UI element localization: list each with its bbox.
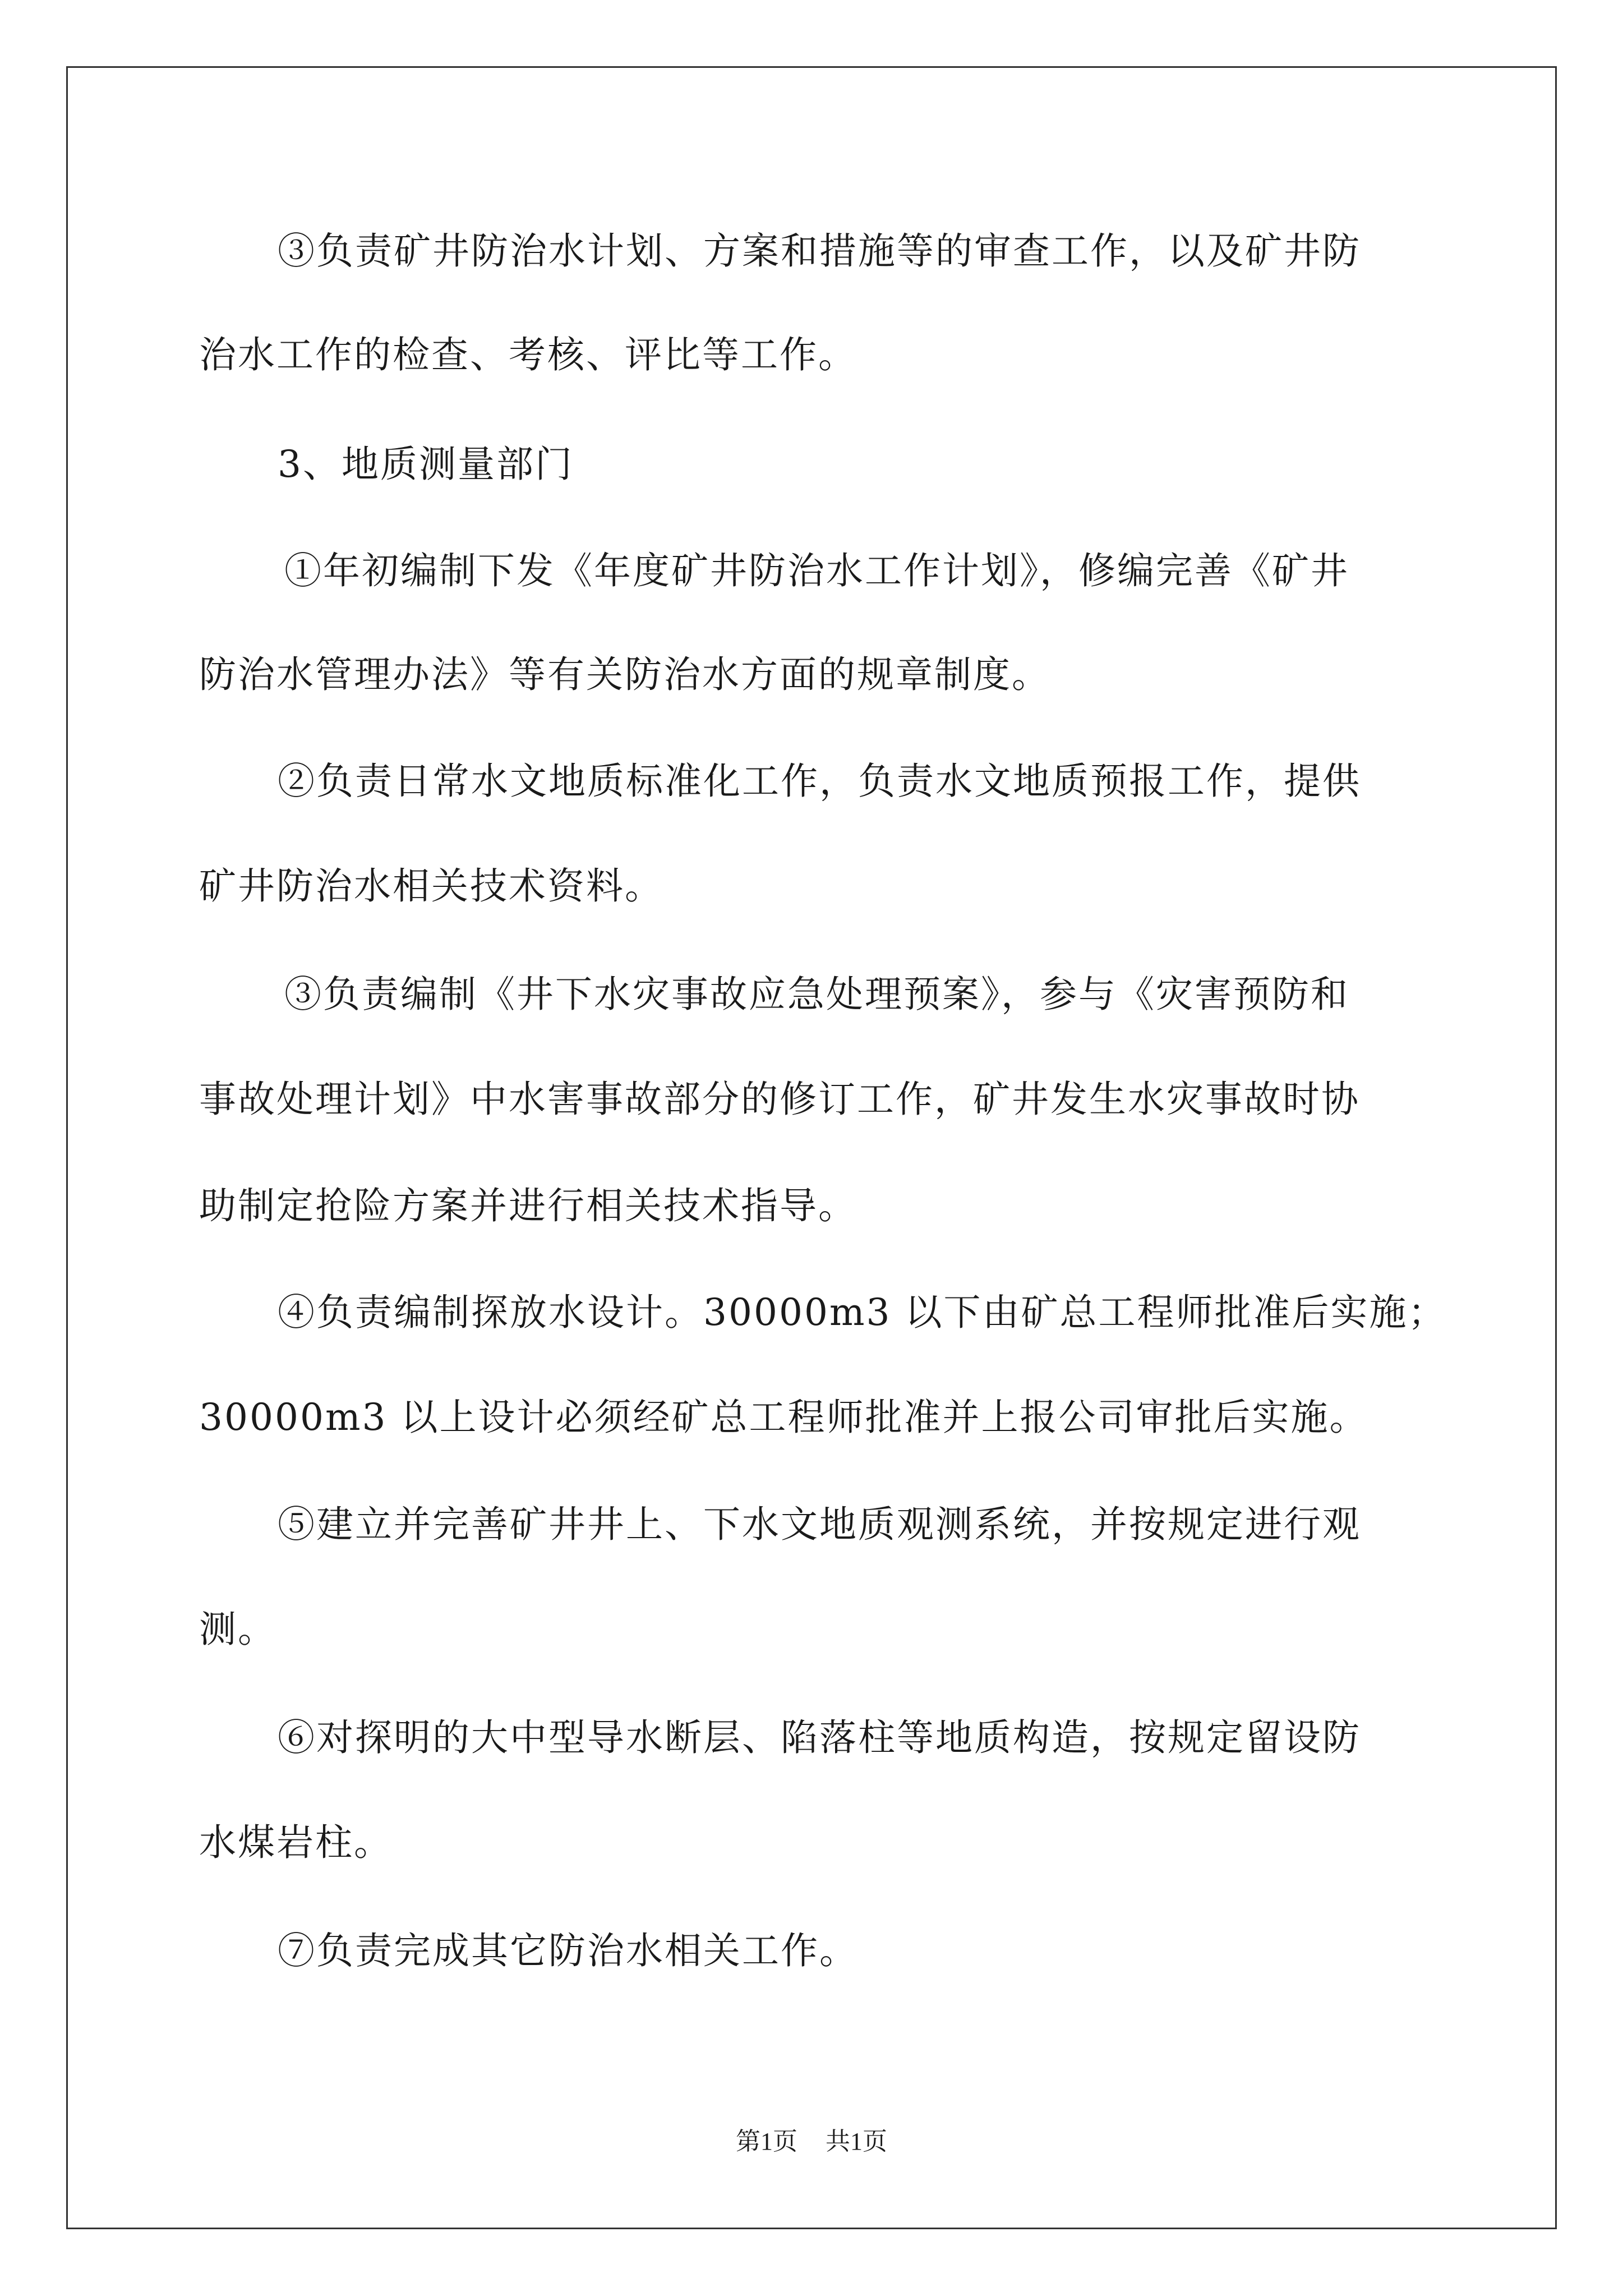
paragraph-line: 事故处理计划》中水害事故部分的修订工作，矿井发生水灾事故时协 [199, 1078, 1360, 1121]
paragraph-line: 水煤岩柱。 [199, 1821, 393, 1864]
paragraph-line: ⑦负责完成其它防治水相关工作。 [278, 1929, 858, 1972]
paragraph-line: 治水工作的检查、考核、评比等工作。 [199, 333, 857, 376]
paragraph-line: ①年初编制下发《年度矿井防治水工作计划》，修编完善《矿井 [284, 549, 1349, 592]
paragraph-line: ⑥对探明的大中型导水断层、陷落柱等地质构造，按规定留设防 [278, 1716, 1361, 1759]
paragraph-line: ②负责日常水文地质标准化工作，负责水文地质预报工作，提供 [278, 760, 1361, 803]
page-number: 第1页 [736, 2128, 797, 2155]
paragraph-line: ③负责矿井防治水计划、方案和措施等的审查工作，以及矿井防 [278, 229, 1361, 273]
paragraph-line: ④负责编制探放水设计。30000m3 以下由矿总工程师批准后实施； [278, 1291, 1447, 1334]
paragraph-line: 测。 [199, 1608, 276, 1651]
paragraph-line: 30000m3 以上设计必须经矿总工程师批准并上报公司审批后实施。 [199, 1396, 1368, 1439]
paragraph-line: 助制定抢险方案并进行相关技术指导。 [199, 1184, 857, 1227]
section-heading: 3、地质测量部门 [278, 443, 574, 486]
paragraph-line: 矿井防治水相关技术资料。 [199, 864, 663, 908]
page-border [66, 66, 1557, 2229]
page-total: 共1页 [826, 2128, 887, 2155]
paragraph-line: ③负责编制《井下水灾事故应急处理预案》，参与《灾害预防和 [284, 973, 1349, 1016]
page-footer [0, 2126, 1623, 2157]
paragraph-line: ⑤建立并完善矿井井上、下水文地质观测系统，并按规定进行观 [278, 1503, 1361, 1546]
paragraph-line: 防治水管理办法》等有关防治水方面的规章制度。 [199, 653, 1050, 696]
